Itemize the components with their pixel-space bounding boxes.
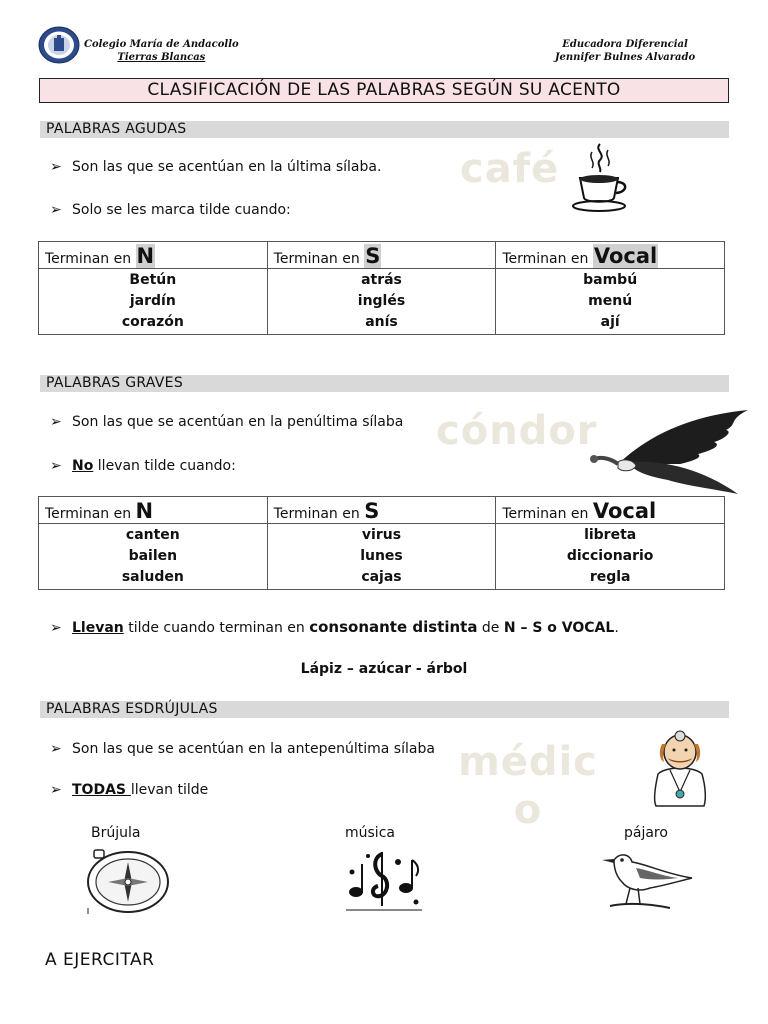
bird-icon xyxy=(600,848,696,922)
word: libreta xyxy=(584,527,637,543)
word: bambú xyxy=(583,272,638,288)
arrow-bullet-icon: ➢ xyxy=(50,202,62,218)
esdrujulas-bullet-1 xyxy=(50,740,435,758)
table-header-vocal xyxy=(496,497,725,524)
table-cell xyxy=(496,524,725,590)
word: lunes xyxy=(360,548,403,564)
watermark-condor: cóndor xyxy=(436,408,598,454)
arrow-bullet-icon: ➢ xyxy=(50,414,62,430)
arrow-bullet-icon: ➢ xyxy=(50,741,62,757)
table-header-s xyxy=(267,497,496,524)
table-cell xyxy=(39,524,268,590)
word: menú xyxy=(588,293,633,309)
word: ají xyxy=(600,314,620,330)
header-prefix: Terminan en xyxy=(273,506,365,522)
header-letter: Vocal xyxy=(592,499,657,523)
word: saluden xyxy=(121,569,184,585)
footer-heading: A EJERCITAR xyxy=(45,950,155,970)
school-place: Tierras Blancas xyxy=(117,52,206,63)
table-header-s xyxy=(267,242,496,269)
word: inglés xyxy=(357,293,406,309)
rule-endings: N – S o VOCAL xyxy=(503,620,615,636)
bullet-text: Solo se les marca tilde cuando: xyxy=(72,202,291,218)
bullet-text: Son las que se acentúan en la última sílaba. xyxy=(72,159,382,175)
word: corazón xyxy=(121,314,184,330)
table-header-n xyxy=(39,497,268,524)
header-prefix: Terminan en xyxy=(502,506,593,522)
header-prefix: Terminan en xyxy=(45,506,136,522)
rule-de: de xyxy=(477,620,504,636)
section-heading-agudas: PALABRAS AGUDAS xyxy=(40,121,729,138)
table-cell xyxy=(496,269,725,335)
condor-icon xyxy=(588,406,752,502)
school-name: Colegio María de Andacollo xyxy=(84,39,239,50)
caption-pajaro: pájaro xyxy=(624,825,668,841)
agudas-bullet-1 xyxy=(50,158,381,176)
arrow-bullet-icon: ➢ xyxy=(50,620,62,636)
watermark-medico xyxy=(448,738,608,834)
llevan-word: Llevan xyxy=(72,620,124,636)
header-prefix: Terminan en xyxy=(45,251,136,267)
header-prefix: Terminan en xyxy=(502,251,593,267)
section-heading-esdrujulas: PALABRAS ESDRÚJULAS xyxy=(40,701,729,718)
graves-table xyxy=(38,496,725,590)
arrow-bullet-icon: ➢ xyxy=(50,458,62,474)
graves-bullet-2 xyxy=(50,457,236,475)
compass-icon xyxy=(84,846,174,920)
word: regla xyxy=(589,569,631,585)
coffee-cup-icon xyxy=(570,140,632,220)
school-logo xyxy=(38,26,80,64)
section-heading-graves: PALABRAS GRAVES xyxy=(40,375,729,392)
watermark-cafe: café xyxy=(460,146,560,192)
arrow-bullet-icon: ➢ xyxy=(50,782,62,798)
table-header-n xyxy=(39,242,268,269)
graves-examples: Lápiz – azúcar - árbol xyxy=(300,661,468,677)
header-letter: S xyxy=(365,244,381,268)
todas-word: TODAS xyxy=(72,782,131,798)
watermark-line: médic xyxy=(458,739,598,785)
rule-bold: consonante distinta xyxy=(309,618,478,636)
word: diccionario xyxy=(566,548,654,564)
header-prefix: Terminan en xyxy=(273,251,365,267)
rule-dot: . xyxy=(614,620,619,636)
page-title: CLASIFICACIÓN DE LAS PALABRAS SEGÚN SU ACENTO xyxy=(39,78,729,103)
music-notes-icon xyxy=(344,848,424,916)
agudas-bullet-2 xyxy=(50,201,291,219)
header-letter: N xyxy=(136,244,155,268)
caption-brujula: Brújula xyxy=(91,825,141,841)
teacher-info xyxy=(540,38,710,64)
doctor-icon xyxy=(640,722,720,812)
school-info xyxy=(84,38,239,64)
header-letter: N xyxy=(135,499,154,523)
table-header-vocal xyxy=(496,242,725,269)
bullet-text: Son las que se acentúan en la penúltima sílaba xyxy=(72,414,404,430)
watermark-line: o xyxy=(513,787,543,833)
header-letter: S xyxy=(364,499,380,523)
bullet-text: Son las que se acentúan en la antepenúltima sílaba xyxy=(72,741,435,757)
esdrujulas-bullet-2 xyxy=(50,781,208,799)
word: atrás xyxy=(361,272,402,288)
no-word: No xyxy=(72,458,94,474)
word: canten xyxy=(125,527,180,543)
table-cell xyxy=(267,524,496,590)
header-letter: Vocal xyxy=(593,244,658,268)
word: jardín xyxy=(129,293,176,309)
word: bailen xyxy=(128,548,178,564)
graves-llevan-rule xyxy=(50,618,619,637)
table-cell xyxy=(267,269,496,335)
word: Betún xyxy=(129,272,177,288)
rule-text: tilde cuando terminan en xyxy=(123,620,310,636)
word: anís xyxy=(365,314,398,330)
teacher-name: Jennifer Bulnes Alvarado xyxy=(554,52,696,63)
word: cajas xyxy=(361,569,402,585)
agudas-table xyxy=(38,241,725,335)
arrow-bullet-icon: ➢ xyxy=(50,159,62,175)
bullet-text: llevan tilde xyxy=(130,782,209,798)
bullet-text: llevan tilde cuando: xyxy=(93,458,236,474)
word: virus xyxy=(361,527,402,543)
graves-bullet-1 xyxy=(50,413,403,431)
teacher-role: Educadora Diferencial xyxy=(562,39,688,50)
table-cell xyxy=(39,269,268,335)
caption-musica: música xyxy=(345,825,395,841)
